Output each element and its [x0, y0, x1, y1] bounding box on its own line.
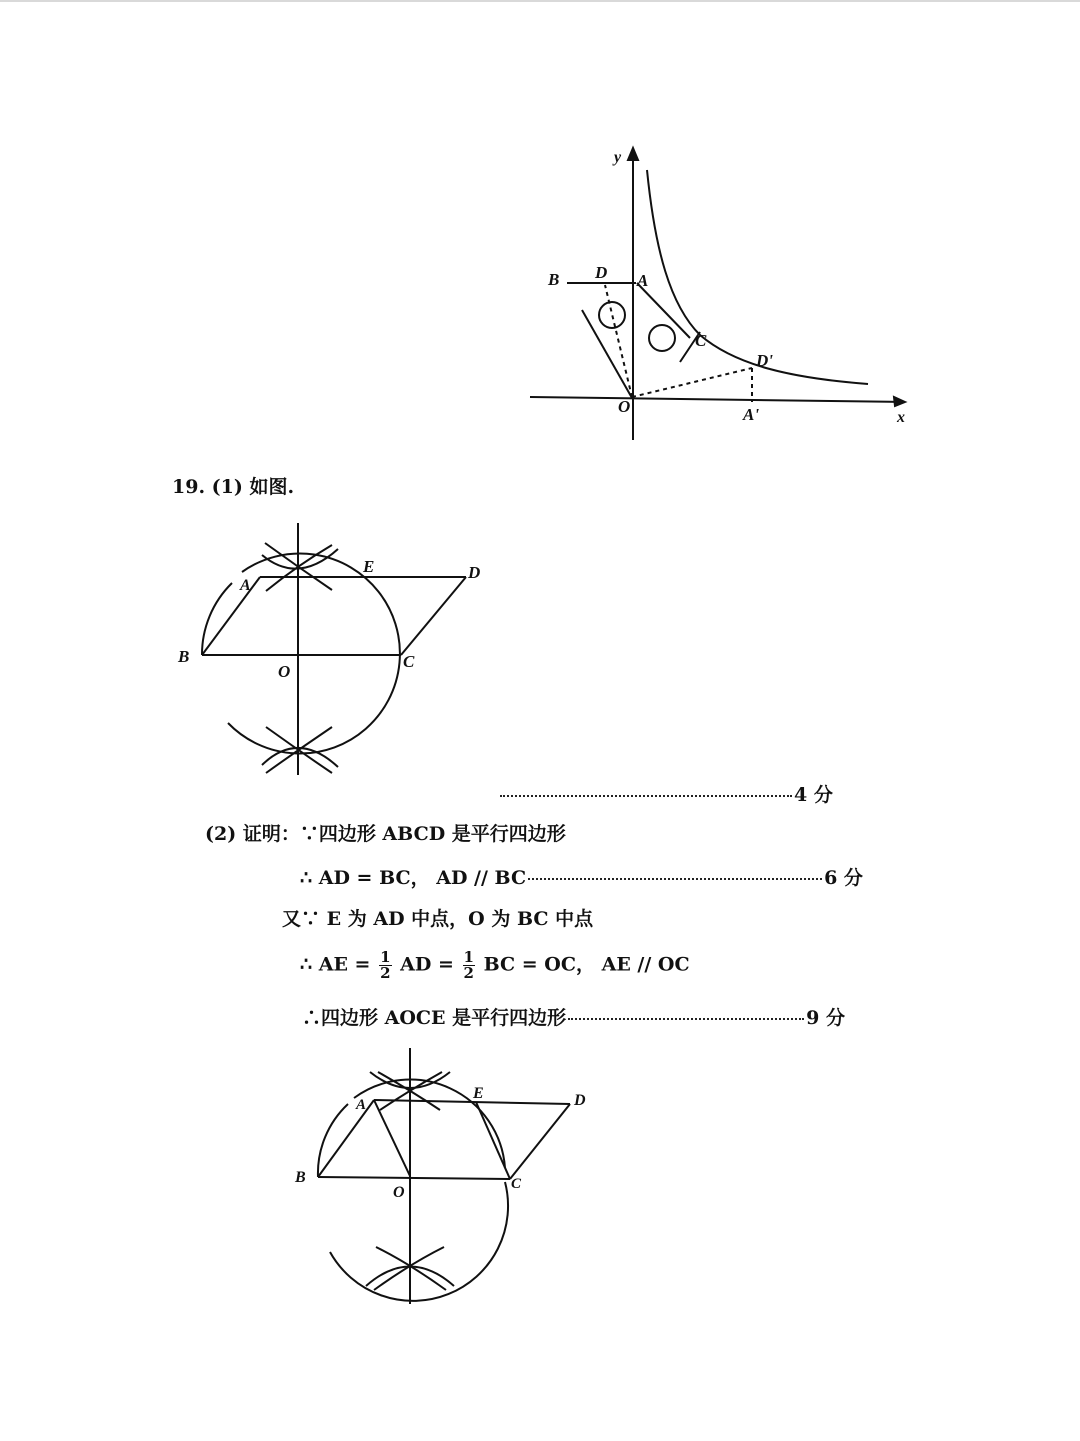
x-axis-arrow	[894, 397, 905, 406]
leader-dots	[528, 878, 822, 880]
label-B: B	[178, 647, 190, 666]
score-6: 6 分	[824, 867, 863, 889]
proof-step-4-text: ∴四边形 AOCE 是平行四边形	[302, 1007, 567, 1029]
label-Dprime: D'	[756, 351, 773, 370]
proof-step-2: 又∵ E 为 AD 中点，O 为 BC 中点	[282, 908, 594, 930]
score-9: 9 分	[806, 1007, 845, 1029]
circle-O-lower	[330, 1182, 508, 1301]
label-D: D	[574, 1092, 586, 1109]
label-O: O	[393, 1184, 405, 1201]
y-axis-arrow	[628, 148, 638, 160]
label-A: A	[356, 1097, 367, 1113]
figure-hyperbola	[520, 140, 920, 450]
circle-O	[228, 554, 400, 754]
proof-step-3-suffix: BC = OC， AE // OC	[483, 953, 690, 976]
angle-mark-circle-2	[649, 325, 675, 351]
figure-construction-1	[170, 515, 500, 785]
label-B: B	[548, 270, 560, 289]
proof-step-1-text: ∴ AD = BC， AD // BC	[300, 867, 527, 889]
proof-step-4	[302, 1006, 845, 1030]
segment-BC	[318, 1177, 510, 1179]
segment-OB	[582, 310, 632, 398]
figure-construction-2	[290, 1042, 600, 1312]
top-border	[0, 0, 1080, 2]
segment-AO	[374, 1100, 410, 1176]
label-x: x	[897, 409, 905, 426]
fraction-numerator: 1	[380, 948, 391, 966]
dashed-OD	[605, 285, 632, 397]
fraction-one-half-2	[463, 950, 475, 981]
label-O: O	[278, 662, 291, 681]
leader-dots	[568, 1018, 804, 1020]
label-O: O	[618, 397, 631, 416]
proof-step-3-prefix: ∴ AE =	[300, 953, 371, 976]
score-line-1	[498, 783, 833, 807]
label-D: D	[468, 563, 481, 582]
label-E: E	[363, 557, 375, 576]
fraction-one-half	[379, 950, 391, 981]
label-C: C	[695, 331, 707, 350]
proof-intro: (2) 证明：∵四边形 ABCD 是平行四边形	[205, 823, 566, 845]
proof-step-1	[300, 866, 863, 890]
label-C: C	[511, 1176, 522, 1192]
segment-CD	[401, 577, 466, 655]
segment-EC	[476, 1102, 510, 1179]
fraction-denominator: 2	[463, 964, 474, 982]
label-A: A	[637, 271, 649, 290]
leader-dots	[500, 795, 792, 797]
label-D: D	[595, 263, 608, 282]
label-E: E	[473, 1085, 484, 1102]
dashed-ODprime	[632, 368, 752, 397]
segment-CD	[510, 1104, 570, 1179]
proof-step-3-mid: AD =	[400, 953, 454, 976]
x-axis	[530, 397, 905, 402]
fraction-numerator: 1	[463, 948, 474, 966]
label-Aprime: A'	[743, 405, 760, 424]
circle-O-left	[202, 583, 232, 655]
label-y: y	[614, 149, 622, 166]
label-B: B	[295, 1169, 306, 1186]
fraction-denominator: 2	[380, 964, 391, 982]
question-heading: 19. (1) 如图.	[172, 476, 295, 498]
angle-mark-circle-1	[599, 302, 625, 328]
label-A: A	[240, 577, 251, 594]
label-C: C	[403, 652, 415, 671]
score-4: 4 分	[794, 784, 833, 806]
proof-step-3	[300, 950, 690, 981]
